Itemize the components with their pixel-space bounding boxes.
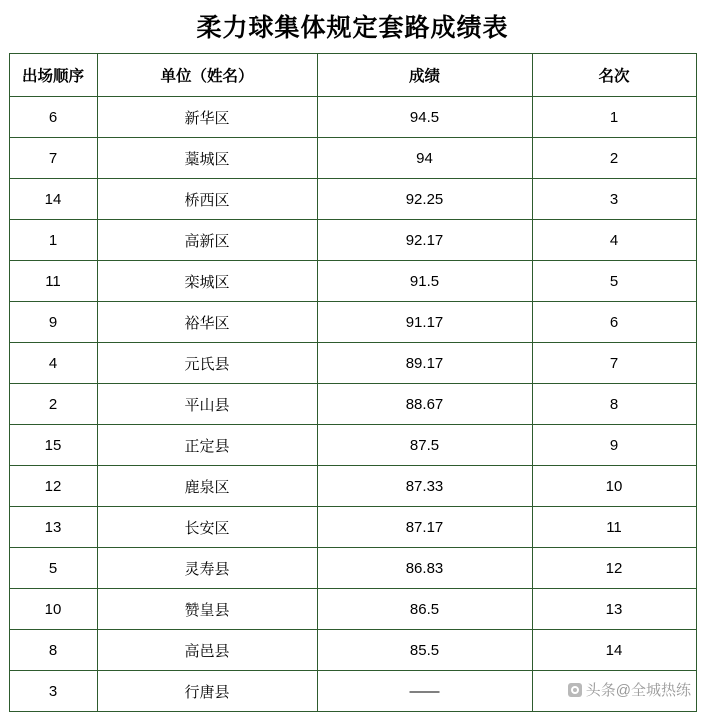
cell-unit: 行唐县 xyxy=(97,671,317,712)
cell-unit: 长安区 xyxy=(97,507,317,548)
table-row xyxy=(9,589,696,630)
cell-order: 7 xyxy=(9,138,97,179)
table-row xyxy=(9,507,696,548)
cell-score: 87.17 xyxy=(317,507,532,548)
cell-rank: 7 xyxy=(532,343,696,384)
cell-rank: 13 xyxy=(532,589,696,630)
cell-unit: 裕华区 xyxy=(97,302,317,343)
table-body xyxy=(9,97,696,712)
cell-rank: 9 xyxy=(532,425,696,466)
table-row xyxy=(9,138,696,179)
table-row xyxy=(9,179,696,220)
cell-order: 5 xyxy=(9,548,97,589)
cell-score: 91.5 xyxy=(317,261,532,302)
column-header-score: 成绩 xyxy=(317,54,532,97)
cell-rank: 8 xyxy=(532,384,696,425)
cell-score: 89.17 xyxy=(317,343,532,384)
cell-unit: 鹿泉区 xyxy=(97,466,317,507)
table-row xyxy=(9,425,696,466)
cell-order: 15 xyxy=(9,425,97,466)
cell-score: 92.25 xyxy=(317,179,532,220)
table-row xyxy=(9,302,696,343)
table-row xyxy=(9,97,696,138)
cell-order: 12 xyxy=(9,466,97,507)
table-row xyxy=(9,343,696,384)
watermark-text: 头条@全城热练 xyxy=(585,682,691,699)
cell-unit: 藁城区 xyxy=(97,138,317,179)
table-header xyxy=(9,54,696,97)
cell-rank: 3 xyxy=(532,179,696,220)
cell-order: 1 xyxy=(9,220,97,261)
cell-score: 85.5 xyxy=(317,630,532,671)
cell-unit: 高邑县 xyxy=(97,630,317,671)
cell-rank: 2 xyxy=(532,138,696,179)
cell-unit: 高新区 xyxy=(97,220,317,261)
table-row xyxy=(9,630,696,671)
results-table xyxy=(9,53,697,712)
page-title: 柔力球集体规定套路成绩表 xyxy=(196,15,509,42)
cell-score: 92.17 xyxy=(317,220,532,261)
cell-order: 3 xyxy=(9,671,97,712)
cell-unit: 平山县 xyxy=(97,384,317,425)
cell-score: —— xyxy=(317,671,532,712)
column-header-rank: 名次 xyxy=(532,54,696,97)
cell-rank: 4 xyxy=(532,220,696,261)
cell-rank xyxy=(532,671,696,712)
cell-order: 13 xyxy=(9,507,97,548)
cell-score: 94 xyxy=(317,138,532,179)
cell-score: 94.5 xyxy=(317,97,532,138)
cell-unit: 桥西区 xyxy=(97,179,317,220)
table-row xyxy=(9,466,696,507)
cell-score: 87.5 xyxy=(317,425,532,466)
cell-rank: 12 xyxy=(532,548,696,589)
cell-rank: 6 xyxy=(532,302,696,343)
cell-score: 87.33 xyxy=(317,466,532,507)
cell-order: 4 xyxy=(9,343,97,384)
cell-order: 6 xyxy=(9,97,97,138)
cell-order: 9 xyxy=(9,302,97,343)
cell-unit: 元氏县 xyxy=(97,343,317,384)
cell-rank: 10 xyxy=(532,466,696,507)
cell-order: 2 xyxy=(9,384,97,425)
cell-score: 86.83 xyxy=(317,548,532,589)
cell-unit: 灵寿县 xyxy=(97,548,317,589)
cell-rank: 1 xyxy=(532,97,696,138)
cell-score: 88.67 xyxy=(317,384,532,425)
cell-unit: 栾城区 xyxy=(97,261,317,302)
cell-score: 91.17 xyxy=(317,302,532,343)
cell-unit: 赞皇县 xyxy=(97,589,317,630)
cell-unit: 新华区 xyxy=(97,97,317,138)
column-header-order: 出场顺序 xyxy=(9,54,97,97)
cell-unit: 正定县 xyxy=(97,425,317,466)
table-row xyxy=(9,220,696,261)
column-header-unit: 单位（姓名） xyxy=(97,54,317,97)
cell-rank: 5 xyxy=(532,261,696,302)
cell-order: 8 xyxy=(9,630,97,671)
cell-order: 14 xyxy=(9,179,97,220)
table-row xyxy=(9,384,696,425)
table-row xyxy=(9,671,696,712)
table-row xyxy=(9,548,696,589)
table-header-row xyxy=(9,54,696,97)
cell-order: 10 xyxy=(9,589,97,630)
cell-order: 11 xyxy=(9,261,97,302)
cell-score: 86.5 xyxy=(317,589,532,630)
cell-rank: 14 xyxy=(532,630,696,671)
cell-rank: 11 xyxy=(532,507,696,548)
table-row xyxy=(9,261,696,302)
